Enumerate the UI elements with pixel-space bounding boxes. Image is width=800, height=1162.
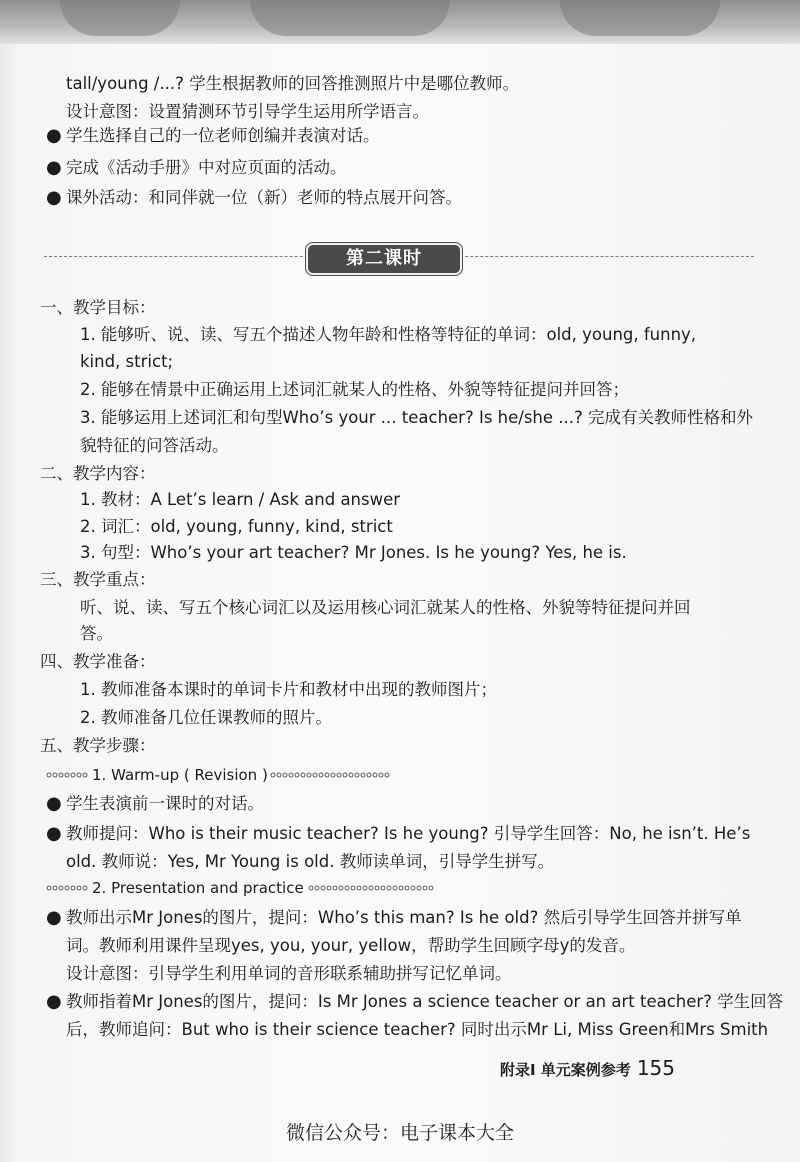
bullet-text-cont: 词。教师利用课件呈现yes, you, your, yellow，帮助学生回顾字母y的发音。	[66, 936, 636, 955]
scan-top-band	[0, 0, 800, 44]
bullet-text: 课外活动：和同伴就一位（新）老师的特点展开问答。	[66, 188, 462, 207]
list-item: 3. 能够运用上述词汇和句型Who’s your ... teacher? Is he/she ...? 完成有关教师性格和外	[80, 408, 754, 427]
list-item: 1. 教师准备本课时的单词卡片和教材中出现的教师图片；	[80, 680, 497, 699]
paragraph-line: 听、说、读、写五个核心词汇以及运用核心词汇就某人的性格、外貌等特征提问并回	[80, 598, 691, 617]
list-item: 3. 句型：Who’s your art teacher? Mr Jones. Is he young? Yes, he is.	[80, 543, 627, 562]
list-item: 1. 教材：A Let’s learn / Ask and answer	[80, 490, 401, 509]
section-title: 第二课时	[306, 243, 462, 275]
page-footer	[500, 1056, 675, 1082]
bullet-text: 教师提问：Who is their music teacher? Is he young? 引导学生回答：No, he isn’t. He’s	[66, 824, 751, 843]
step-title: 1. Warm-up ( Revision )	[92, 766, 268, 784]
list-item: 2. 词汇：old, young, funny, kind, strict	[80, 517, 393, 536]
design-intent-line: 设计意图：引导学生利用单词的音形联系辅助拼写记忆单词。	[66, 964, 512, 983]
section-heading: 一、教学目标：	[40, 298, 156, 317]
step-title: 2. Presentation and practice	[92, 879, 304, 897]
list-item: 1. 能够听、说、读、写五个描述人物年龄和性格等特征的单词：old, young, funny,	[80, 325, 697, 344]
section-heading: 三、教学重点：	[40, 570, 156, 589]
bullet-text-cont: 后，教师追问：But who is their science teacher? 同时出示Mr Li, Miss Green和Mrs Smith	[66, 1020, 769, 1039]
step-header-warmup	[46, 764, 390, 786]
wave-ornament	[46, 885, 88, 891]
footer-label: 附录Ⅰ 单元案例参考	[500, 1061, 631, 1079]
list-item: 2. 能够在情景中正确运用上述词汇就某人的性格、外貌等特征提问并回答；	[80, 380, 629, 399]
design-intent-line: 设计意图：设置猜测环节引导学生运用所学语言。	[66, 102, 429, 121]
bullet-icon: ●	[46, 187, 62, 208]
watermark-text: 微信公众号：电子课本大全	[285, 1122, 514, 1144]
scan-shadow	[560, 0, 720, 36]
bullet-icon: ●	[46, 793, 62, 814]
list-item: 貌特征的问答活动。	[80, 436, 229, 455]
bullet-text-cont: old. 教师说：Yes, Mr Young is old. 教师读单词，引导学生拼写。	[66, 852, 555, 871]
section-heading: 五、教学步骤：	[40, 736, 156, 755]
bullet-icon: ●	[46, 991, 62, 1012]
bullet-text: 学生选择自己的一位老师创编并表演对话。	[66, 126, 380, 145]
bullet-text: 教师出示Mr Jones的图片，提问：Who’s this man? Is he old? 然后引导学生回答并拼写单	[66, 908, 742, 927]
text-line: tall/young /...? 学生根据教师的回答推测照片中是哪位教师。	[66, 74, 520, 93]
bullet-icon: ●	[46, 125, 62, 146]
wave-ornament	[308, 885, 434, 891]
bullet-text: 完成《活动手册》中对应页面的活动。	[66, 158, 347, 177]
section-heading: 二、教学内容：	[40, 464, 156, 483]
bullet-icon: ●	[46, 907, 62, 928]
bullet-icon: ●	[46, 823, 62, 844]
wave-ornament	[46, 772, 88, 778]
wave-ornament	[270, 772, 390, 778]
page-number: 155	[636, 1056, 675, 1080]
list-item: kind, strict;	[80, 352, 174, 371]
bullet-text: 学生表演前一课时的对话。	[66, 794, 264, 813]
bullet-icon: ●	[46, 157, 62, 178]
bullet-text: 教师指着Mr Jones的图片，提问：Is Mr Jones a science teacher or an art teacher? 学生回答	[66, 992, 784, 1011]
list-item: 2. 教师准备几位任课教师的照片。	[80, 708, 332, 727]
step-header-presentation	[46, 877, 434, 899]
paragraph-line: 答。	[80, 624, 113, 643]
scan-shadow	[250, 0, 450, 36]
scan-shadow	[60, 0, 180, 36]
section-heading: 四、教学准备：	[40, 652, 156, 671]
